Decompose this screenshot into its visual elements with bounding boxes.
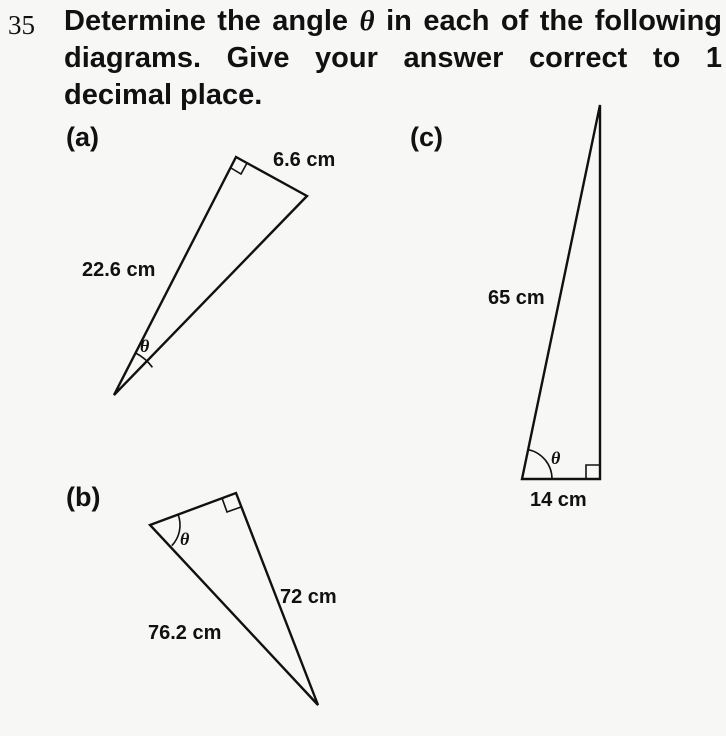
triangle-b (148, 493, 337, 705)
triangle-c-base-label: 14 cm (530, 489, 587, 511)
triangle-b-angle-arc (172, 515, 180, 546)
question-line-1-start: Determine the angle (64, 5, 360, 37)
triangle-c-right-angle-mark (586, 465, 600, 479)
question-line-2: diagrams. Give your answer correct to 1 (64, 42, 722, 74)
triangle-a-side-label: 6.6 cm (273, 149, 336, 171)
triangle-c-angle-label: θ (551, 448, 561, 468)
triangle-c (488, 105, 600, 511)
triangle-b-opposite-label: 72 cm (280, 586, 337, 608)
part-b-label: (b) (66, 482, 101, 512)
question-line-3: decimal place. (64, 79, 263, 111)
triangle-c-hypotenuse-label: 65 cm (488, 287, 545, 309)
question-line-1-end: in each of the following (374, 5, 722, 37)
theta-symbol: θ (359, 5, 375, 37)
triangle-b-angle-label: θ (180, 529, 190, 549)
part-a-label: (a) (66, 122, 99, 152)
triangle-a-hypotenuse-label: 22.6 cm (82, 259, 156, 281)
triangle-a-angle-label: θ (140, 336, 150, 356)
triangle-c-angle-arc (528, 450, 552, 479)
triangle-b-hypotenuse-label: 76.2 cm (148, 622, 222, 644)
triangle-a (82, 149, 335, 395)
part-c-label: (c) (410, 122, 443, 152)
question-number: 35 (8, 10, 35, 40)
